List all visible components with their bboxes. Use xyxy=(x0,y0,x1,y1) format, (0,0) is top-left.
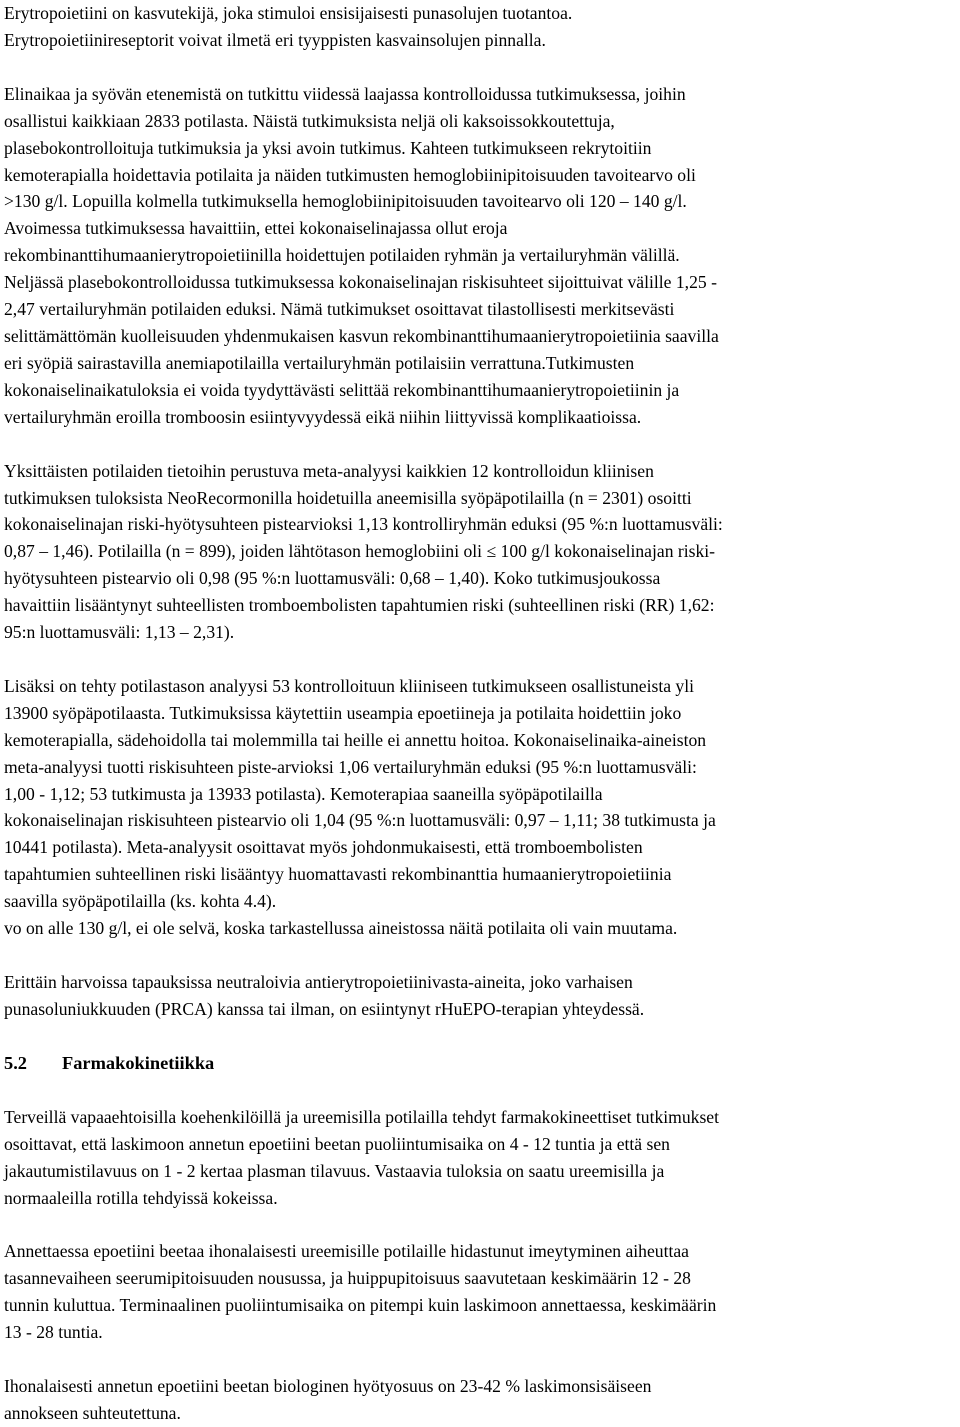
section-title: Farmakokinetiikka xyxy=(62,1052,215,1073)
section-heading xyxy=(4,1050,950,1077)
paragraph-spacer xyxy=(4,54,950,81)
paragraph-spacer xyxy=(4,1077,950,1104)
paragraph-spacer xyxy=(4,646,950,673)
paragraph-survival-studies: Elinaikaa ja syövän etenemistä on tutkittu viidessä laajassa kontrolloidussa tutkimuksessa, joihin osallistui kaikkiaan 2833 potilasta. Näistä tutkimuksista neljä oli kaksoissokkoutettuja, plasebokontrolloituja tutkimuksia ja yksi avoin tutkimus. Kahteen tutkimukseen rekrytoitiin kemoterapialla hoidettavia potilaita ja näiden tutkimusten hemoglobiinipitoisuuden tavoitearvo oli >130 g/l. Lopuilla kolmella tutkimuksella hemoglobiinipitoisuuden tavoitearvo oli 120 – 140 g/l. Avoimessa tutkimuksessa havaittiin, ettei kokonaiselinajassa ollut eroja rekombinanttihumaanierytropoietiinilla hoidettujen potilaiden ryhmän ja vertailuryhmän välillä. Neljässä plasebokontrolloidussa tutkimuksessa kokonaiselinajan riskisuhteet sijoittuivat välille 1,25 - 2,47 vertailuryhmän potilaiden eduksi. Nämä tutkimukset osoittavat tilastollisesti merkitsevästi selittämättömän kuolleisuuden yhdenmukaisen kasvun rekombinanttihumaanierytropoietiinia saavilla eri syöpiä sairastavilla anemiapotilailla vertailuryhmän potilaisiin verrattuna.Tutkimusten kokonaiselinaikatuloksia ei voida tyydyttävästi selittää rekombinanttihumaanierytropoietiinin ja vertailuryhmän eroilla tromboosin esiintyvyydessä eikä niihin liittyvissä komplikaatioissa. xyxy=(4,83,719,427)
paragraph-meta-analysis-53-trials: Lisäksi on tehty potilastason analyysi 53 kontrolloituun kliiniseen tutkimukseen osallistuneista yli 13900 syöpäpotilaasta. Tutkimuksissa käytettiin useampia epoetiineja ja potilaita hoidettiin joko kemoterapialla, sädehoidolla tai molemmilla tai heille ei annettu hoitoa. Kokonaiselinaika-aineiston meta-analyysi tuotti riskisuhteen piste-arvioksi 1,06 vertailuryhmän eduksi (95 %:n luottamusväli: 1,00 - 1,12; 53 tutkimusta ja 13933 potilasta). Kemoterapiaa saaneilla syöpäpotilailla kokonaiselinajan riskisuhteen pistearvio oli 1,04 (95 %:n luottamusväli: 0,97 – 1,11; 38 tutkimusta ja 10441 potilasta). Meta-analyysit osoittavat myös johdonmukaisesti, että tromboembolisten tapahtumien suhteellinen riski lisääntyy huomattavasti rekombinanttia humaanierytropoietiinia saavilla syöpäpotilailla (ks. kohta 4.4). vo on alle 130 g/l, ei ole selvä, koska tarkastellussa aineistossa näitä potilaita oli vain muutama. xyxy=(4,675,716,939)
paragraph-pk-subcutaneous: Annettaessa epoetiini beetaa ihonalaisesti ureemisille potilaille hidastunut imeytyminen aiheuttaa tasannevaiheen seerumipitoisuuden nousussa, ja huippupitoisuus saavutetaan keskimäärin 12 - 28 tunnin kuluttua. Terminaalinen puoliintumisaika on pitempi kuin laskimoon annettaessa, keskimäärin 13 - 28 tuntia. xyxy=(4,1241,717,1343)
paragraph-epo-growth-factor: Erytropoietiini on kasvutekijä, joka stimuloi ensisijaisesti punasolujen tuotantoa. Erytropoietiinireseptorit voivat ilmetä eri tyyppisten kasvainsolujen pinnalla. xyxy=(4,3,573,50)
paragraph-spacer xyxy=(4,431,950,458)
paragraph-spacer xyxy=(4,942,950,969)
paragraph-meta-analysis-12-trials: Yksittäisten potilaiden tietoihin perustuva meta-analyysi kaikkien 12 kontrolloidun kliinisen tutkimuksen tuloksista NeoRecormonilla hoidetuilla aneemisilla syöpäpotilailla (n = 2301) osoitti kokonaiselinajan riski-hyötysuhteen pistearvioksi 1,13 kontrolliryhmän eduksi (95 %:n luottamusväli: 0,87 – 1,46). Potilailla (n = 899), joiden lähtötason hemoglobiini oli ≤ 100 g/l kokonaiselinajan riski- hyötysuhteen pistearvio oli 0,98 (95 %:n luottamusväli: 0,68 – 1,40). Koko tutkimusjoukossa havaittiin lisääntynyt suhteellisten tromboembolisten tapahtumien riski (suhteellinen riski (RR) 1,62: 95:n luottamusväli: 1,13 – 2,31). xyxy=(4,460,723,643)
paragraph-bioavailability: Ihonalaisesti annetun epoetiini beetan biologinen hyötyosuus on 23-42 % laskimonsisäiseen annokseen suhteutettuna. xyxy=(4,1376,652,1423)
paragraph-spacer xyxy=(4,1023,950,1050)
paragraph-spacer xyxy=(4,1211,950,1238)
paragraph-pk-intravenous: Terveillä vapaaehtoisilla koehenkilöillä ja ureemisilla potilailla tehdyt farmakokineettiset tutkimukset osoittavat, että laskimoon annetun epoetiini beetan puoliintumisaika on 4 - 12 tuntia ja että sen jakautumistilavuus on 1 - 2 kertaa plasman tilavuus. Vastaavia tuloksia on saatu ureemisilla ja normaaleilla rotilla tehdyissä kokeissa. xyxy=(4,1106,720,1208)
paragraph-prca: Erittäin harvoissa tapauksissa neutraloivia antierytropoietiinivasta-aineita, joko varhaisen punasoluniukkuuden (PRCA) kanssa tai ilman, on esiintynyt rHuEPO-terapian yhteydessä. xyxy=(4,972,645,1019)
paragraph-spacer xyxy=(4,1346,950,1373)
section-number: 5.2 xyxy=(4,1052,27,1073)
